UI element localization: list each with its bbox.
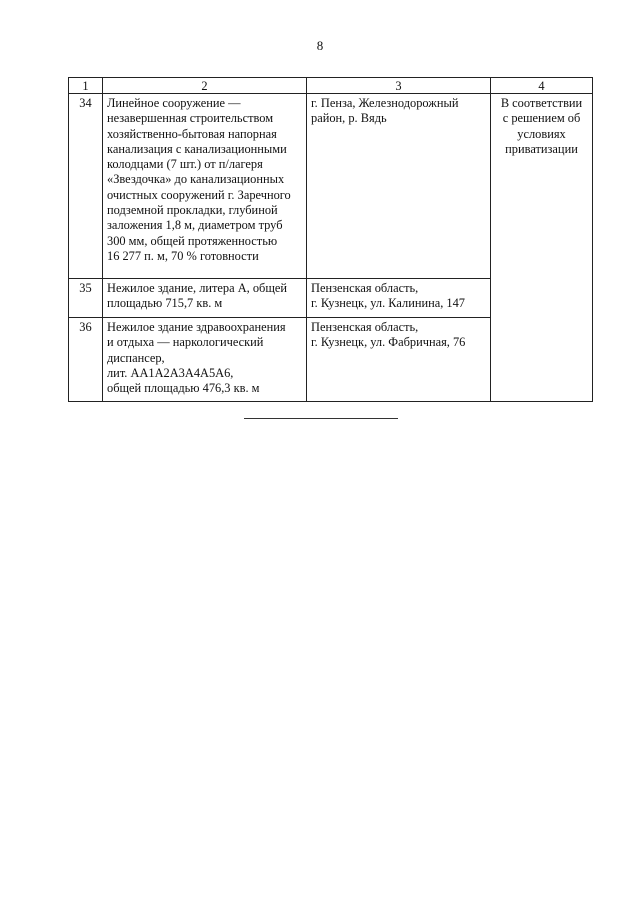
- footer-divider: [244, 418, 398, 419]
- table-header-row: [69, 78, 593, 94]
- object-description: Нежилое здание, литера А, общей площадью 715,7 кв. м: [103, 279, 307, 318]
- page-number: 8: [316, 38, 324, 53]
- column-header-1: 1: [69, 78, 103, 94]
- row-number: 34: [69, 94, 103, 279]
- object-description: Нежилое здание здравоохранения и отдыха — наркологический диспансер, лит. АА1А2А3А4А5А6, общей площадью 476,3 кв. м: [103, 318, 307, 402]
- column-header-4: 4: [491, 78, 593, 94]
- privatization-table: [68, 77, 593, 402]
- table-row: [69, 94, 593, 279]
- row-number: 36: [69, 318, 103, 402]
- column-header-3: 3: [307, 78, 491, 94]
- column-header-2: 2: [103, 78, 307, 94]
- object-address: Пензенская область, г. Кузнецк, ул. Калинина, 147: [307, 279, 491, 318]
- object-description: Линейное сооружение — незавершенная строительством хозяйственно-бытовая напорная канализация с канализационными колодцами (7 шт.) от п/лагеря «Звездочка» до канализационных очистных сооружений г. Заречного подземной прокладки, глубиной заложения 1,8 м, диаметром труб 300 мм, общей протяженностью 16 277 п. м, 70 % готовности: [103, 94, 307, 279]
- object-address: г. Пенза, Железнодорожный район, р. Вядь: [307, 94, 491, 279]
- object-address: Пензенская область, г. Кузнецк, ул. Фабричная, 76: [307, 318, 491, 402]
- row-number: 35: [69, 279, 103, 318]
- privatization-condition: В соответствии с решением об условиях приватизации: [491, 94, 593, 402]
